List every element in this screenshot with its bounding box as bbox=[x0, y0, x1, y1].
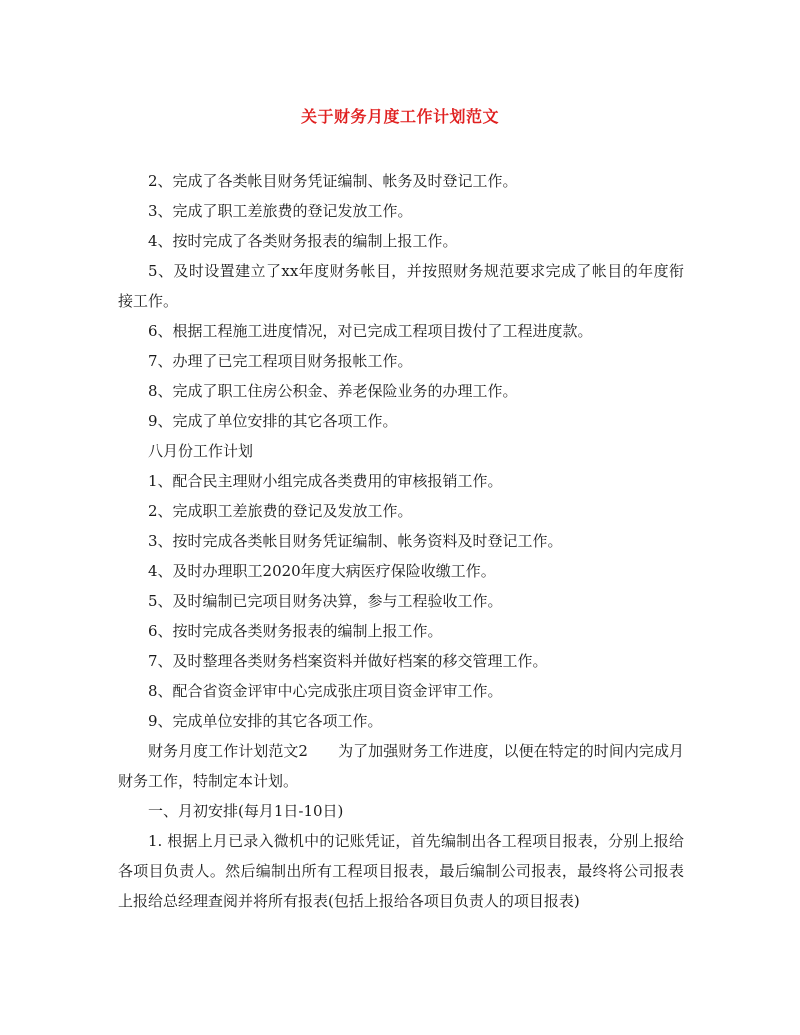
paragraph: 财务月度工作计划范文2 为了加强财务工作进度，以便在特定的时间内完成月财务工作，特制定本计划。 bbox=[118, 742, 684, 790]
paragraph: 3、完成了职工差旅费的登记发放工作。 bbox=[148, 202, 413, 220]
section-heading: 一、月初安排(每月1日-10日) bbox=[148, 802, 344, 820]
paragraph: 4、按时完成了各类财务报表的编制上报工作。 bbox=[148, 232, 458, 250]
paragraph: 8、配合省资金评审中心完成张庄项目资金评审工作。 bbox=[148, 682, 503, 700]
paragraph: 9、完成单位安排的其它各项工作。 bbox=[148, 712, 383, 730]
document-title: 关于财务月度工作计划范文 bbox=[300, 107, 499, 126]
section-heading: 八月份工作计划 bbox=[148, 442, 254, 460]
paragraph: 7、及时整理各类财务档案资料并做好档案的移交管理工作。 bbox=[148, 652, 548, 670]
paragraph: 6、按时完成各类财务报表的编制上报工作。 bbox=[148, 622, 443, 640]
paragraph: 3、按时完成各类帐目财务凭证编制、帐务资料及时登记工作。 bbox=[148, 532, 563, 550]
paragraph: 2、完成了各类帐目财务凭证编制、帐务及时登记工作。 bbox=[148, 172, 518, 190]
paragraph: 2、完成职工差旅费的登记及发放工作。 bbox=[148, 502, 413, 520]
paragraph: 8、完成了职工住房公积金、养老保险业务的办理工作。 bbox=[148, 382, 518, 400]
paragraph: 1. 根据上月已录入微机中的记账凭证，首先编制出各工程项目报表，分别上报给各项目负责人。然后编制出所有工程项目报表，最后编制公司报表，最终将公司报表上报给总经理查阅并将所有报表(包括上报给各项目负责人的项目报表) bbox=[118, 832, 684, 910]
paragraph: 5、及时编制已完项目财务决算，参与工程验收工作。 bbox=[148, 592, 503, 610]
paragraph: 4、及时办理职工2020年度大病医疗保险收缴工作。 bbox=[148, 562, 496, 580]
paragraph: 5、及时设置建立了xx年度财务帐目，并按照财务规范要求完成了帐目的年度衔接工作。 bbox=[118, 262, 684, 310]
paragraph: 6、根据工程施工进度情况，对已完成工程项目拨付了工程进度款。 bbox=[148, 322, 593, 340]
paragraph: 9、完成了单位安排的其它各项工作。 bbox=[148, 412, 398, 430]
paragraph: 1、配合民主理财小组完成各类费用的审核报销工作。 bbox=[148, 472, 503, 490]
document-body bbox=[118, 166, 684, 916]
paragraph: 7、办理了已完工程项目财务报帐工作。 bbox=[148, 352, 413, 370]
